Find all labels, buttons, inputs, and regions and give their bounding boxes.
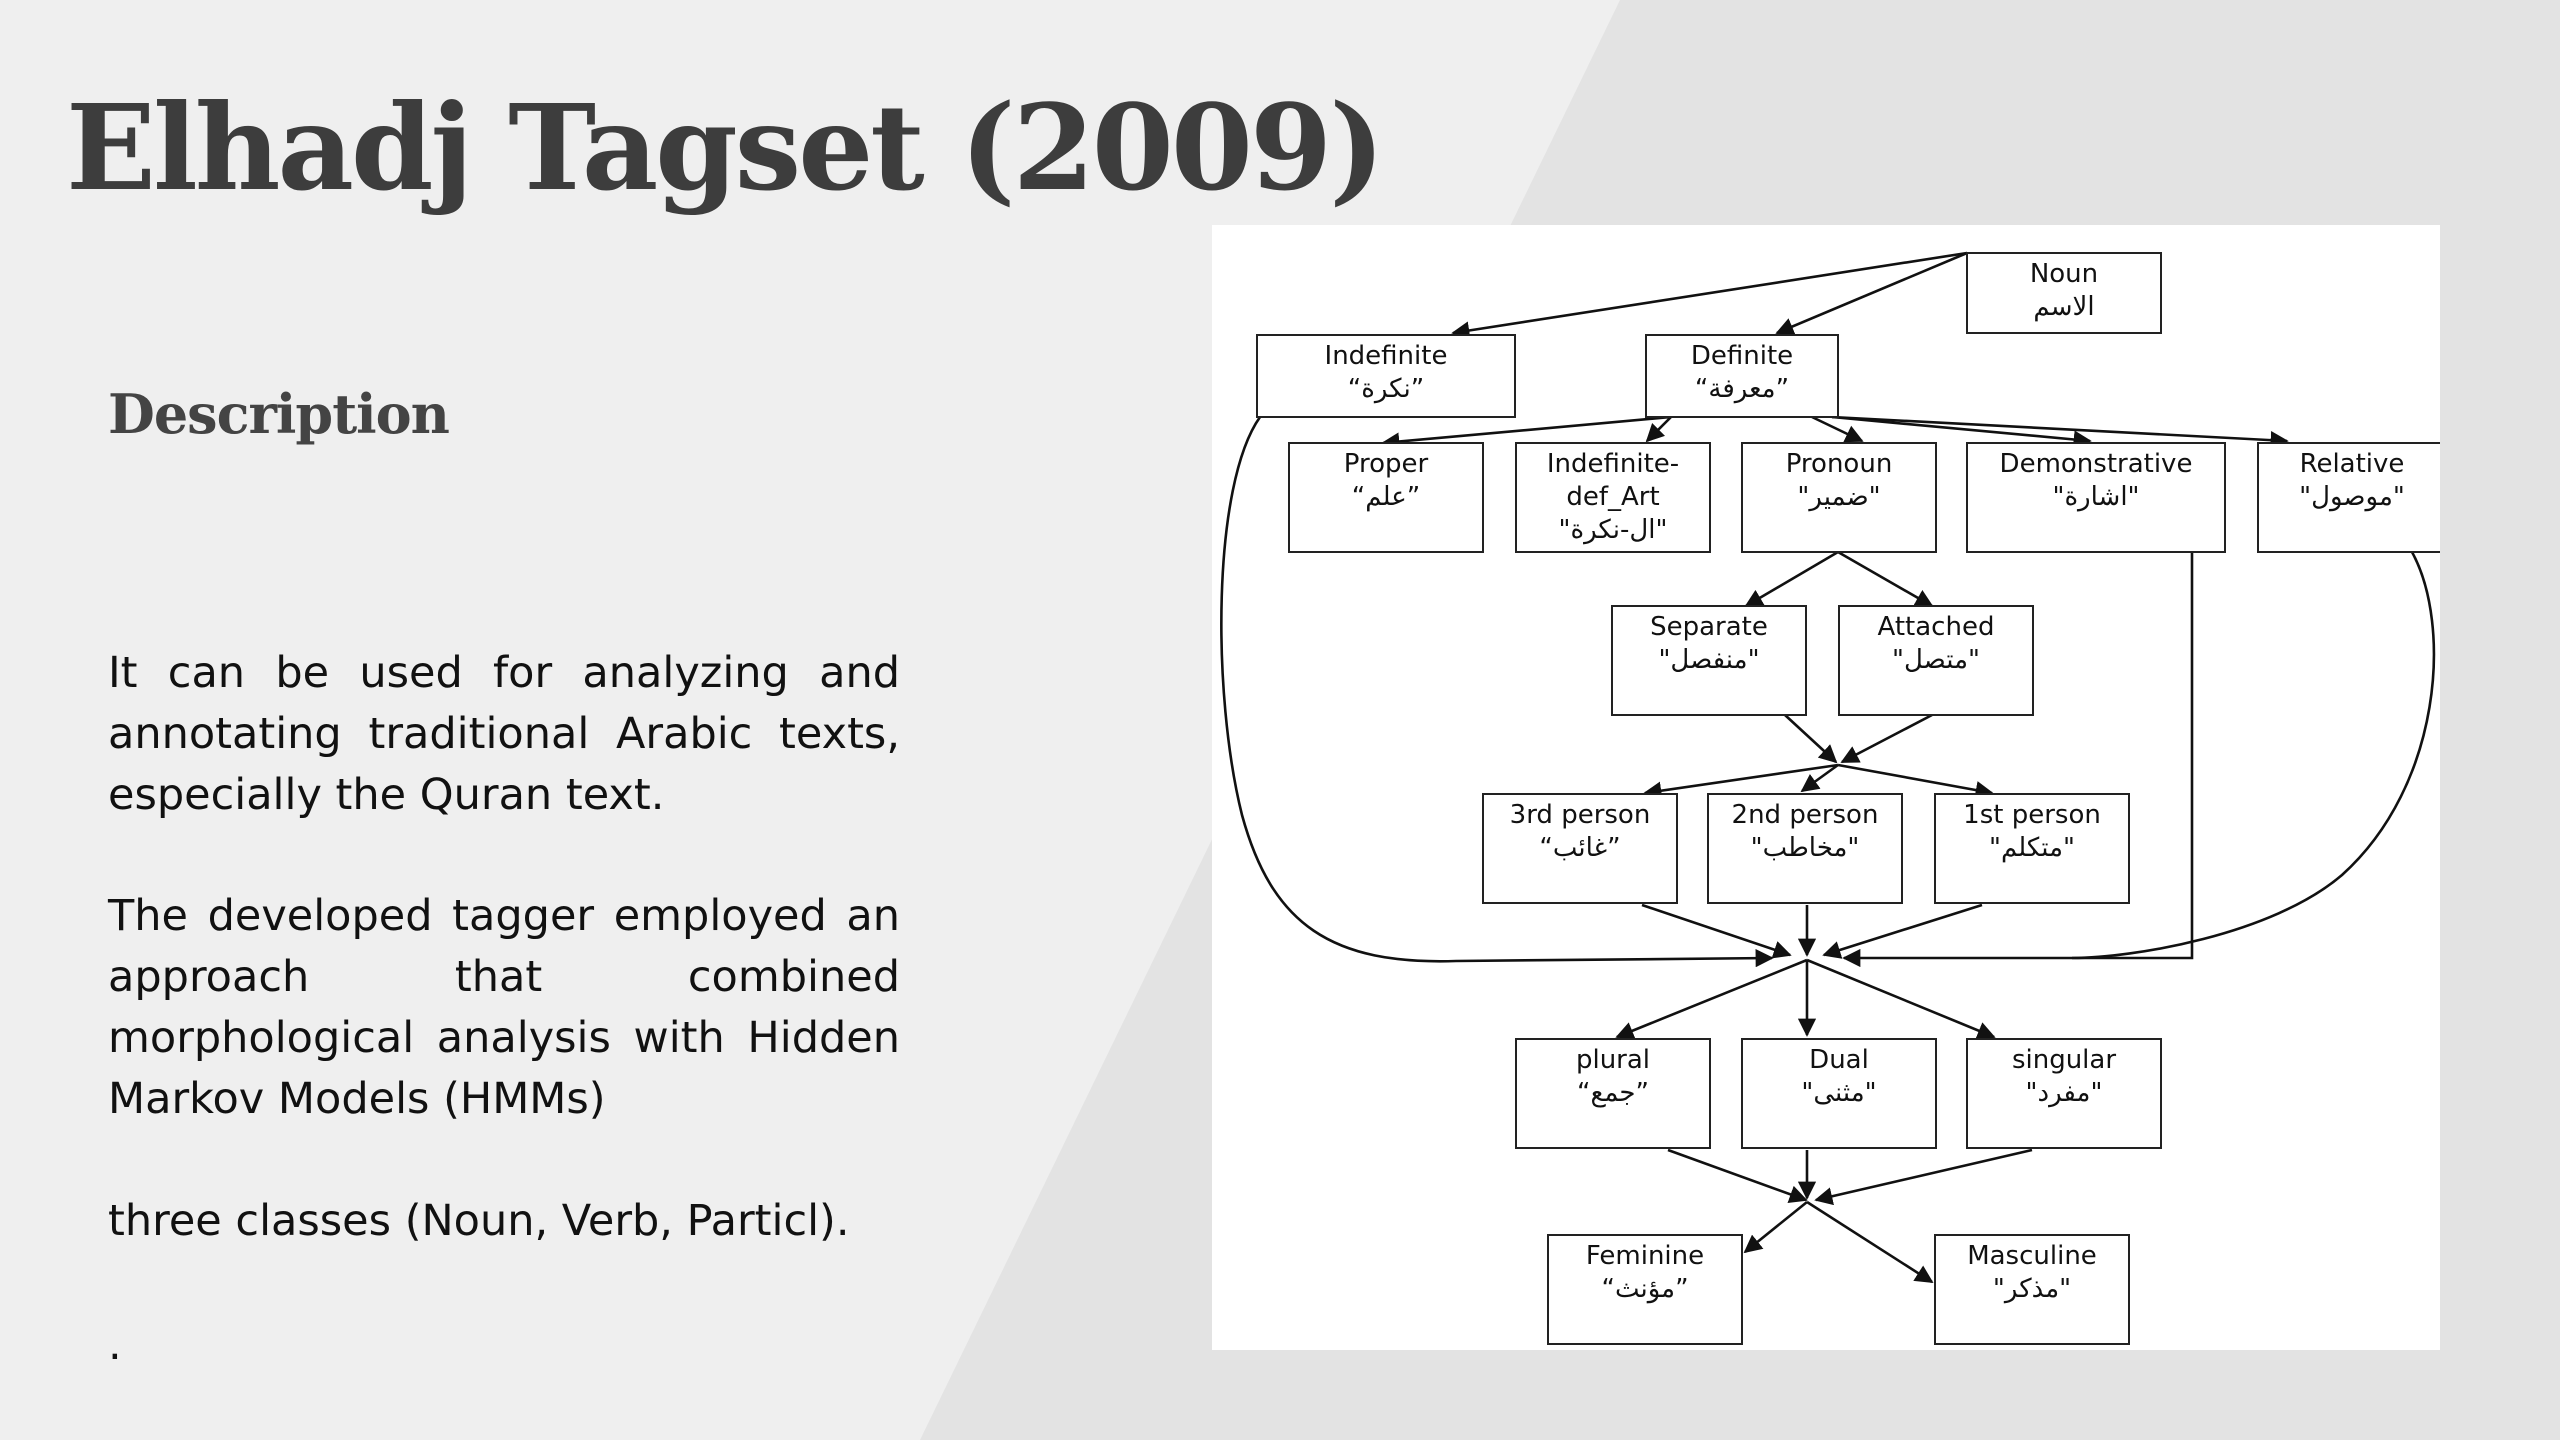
node-singular <box>1966 1038 2162 1149</box>
node-relative-arabic: "موصول" <box>2299 482 2405 512</box>
edge-noun-indefinite <box>1453 253 1967 333</box>
node-feminine-arabic: “مؤنث” <box>1601 1274 1689 1304</box>
node-3rd-person-arabic: “غائب” <box>1539 833 1621 863</box>
description-paragraph-3: three classes (Noun, Verb, Particl). <box>108 1196 850 1246</box>
edge-hub-singular <box>1807 960 1994 1037</box>
node-proper-arabic: “علم” <box>1351 482 1421 512</box>
node-attached-arabic: "متصل" <box>1892 645 1980 675</box>
node-2nd-person <box>1707 793 1903 904</box>
node-indefinite-arabic: “نكرة” <box>1347 374 1425 404</box>
node-noun-arabic: الاسم <box>2033 292 2095 322</box>
node-dual <box>1741 1038 1937 1149</box>
edge-noun-definite <box>1777 253 1967 333</box>
edge-3rd-hub <box>1642 905 1790 955</box>
node-plural <box>1515 1038 1711 1149</box>
node-pronoun-arabic: "ضمير" <box>1797 482 1881 512</box>
node-feminine <box>1547 1234 1743 1345</box>
node-demonstrative-arabic: "اشارة" <box>2052 482 2140 512</box>
node-indefinite-def-art-arabic: "ال-نكرة" <box>1558 515 1668 545</box>
node-masculine <box>1934 1234 2130 1345</box>
node-demonstrative-label: Demonstrative <box>1999 449 2193 479</box>
edge-definite-pronoun <box>1812 417 1862 441</box>
node-pronoun-label: Pronoun <box>1785 449 1893 479</box>
edge-singular-merge <box>1816 1150 2032 1200</box>
edge-hub-plural <box>1617 960 1807 1037</box>
node-demonstrative <box>1966 442 2226 553</box>
description-heading: Description <box>108 382 449 446</box>
node-masculine-arabic: "مذكر" <box>1992 1274 2072 1304</box>
edge-1st-hub <box>1824 905 1982 955</box>
node-noun-label: Noun <box>2029 259 2099 289</box>
node-indefinite-def-art-label2: def_Art <box>1566 482 1660 512</box>
node-indefinite-def-art <box>1515 442 1711 553</box>
node-separate-arabic: "منفصل" <box>1658 645 1760 675</box>
node-plural-arabic: “جمع” <box>1577 1078 1649 1108</box>
node-indefinite-def-art-label: Indefinite- <box>1546 449 1680 479</box>
node-definite-label: Definite <box>1690 341 1794 371</box>
node-3rd-person-label: 3rd person <box>1509 800 1651 830</box>
description-trailing-dot: . <box>108 1320 122 1370</box>
node-1st-person-arabic: "متكلم" <box>1989 833 2075 863</box>
description-paragraph-2: The developed tagger employed an approach that combined morphological analysis with Hidden Markov Models (HMMs) <box>108 891 900 1124</box>
edge-pronoun-separate <box>1746 552 1838 606</box>
node-pronoun <box>1741 442 1937 553</box>
node-definite <box>1645 334 1839 418</box>
node-noun <box>1966 252 2162 334</box>
tagset-diagram <box>1212 225 2440 1350</box>
node-dual-arabic: "مثنى" <box>1801 1078 1877 1108</box>
node-relative-label: Relative <box>2299 449 2405 479</box>
node-feminine-label: Feminine <box>1585 1241 1705 1271</box>
node-1st-person <box>1934 793 2130 904</box>
slide-title: Elhadj Tagset (2009) <box>66 78 1382 217</box>
edge-plural-merge <box>1668 1150 1806 1200</box>
edge-separate-merge <box>1785 715 1836 762</box>
node-plural-label: plural <box>1575 1045 1651 1075</box>
node-1st-person-label: 1st person <box>1963 800 2101 830</box>
node-3rd-person <box>1482 793 1678 904</box>
edge-definite-indef-art <box>1647 417 1671 441</box>
node-singular-label: singular <box>2011 1045 2117 1075</box>
edge-definite-proper <box>1383 417 1671 443</box>
edge-merge-masculine <box>1807 1202 1932 1282</box>
node-dual-label: Dual <box>1809 1045 1869 1075</box>
node-attached-label: Attached <box>1877 612 1995 642</box>
node-2nd-person-label: 2nd person <box>1731 800 1879 830</box>
node-proper-label: Proper <box>1343 449 1429 479</box>
node-separate <box>1611 605 1807 716</box>
node-attached <box>1838 605 2034 716</box>
node-masculine-label: Masculine <box>1967 1241 2097 1271</box>
edge-attached-merge <box>1842 715 1932 762</box>
node-indefinite-label: Indefinite <box>1324 341 1448 371</box>
edge-merge-feminine <box>1745 1202 1807 1252</box>
node-relative <box>2257 442 2440 553</box>
node-2nd-person-arabic: "مخاطب" <box>1750 833 1860 863</box>
node-separate-label: Separate <box>1650 612 1768 642</box>
edge-merge-3rd <box>1645 765 1838 793</box>
edge-merge-1st <box>1838 765 1992 793</box>
node-singular-arabic: "مفرد" <box>2025 1078 2103 1108</box>
node-definite-arabic: “معرفة” <box>1694 374 1790 404</box>
edge-pronoun-attached <box>1838 552 1932 606</box>
node-proper <box>1288 442 1484 553</box>
node-indefinite <box>1256 334 1516 418</box>
description-paragraph-1: It can be used for analyzing and annotating traditional Arabic texts, especially the Quran text. <box>108 648 900 820</box>
